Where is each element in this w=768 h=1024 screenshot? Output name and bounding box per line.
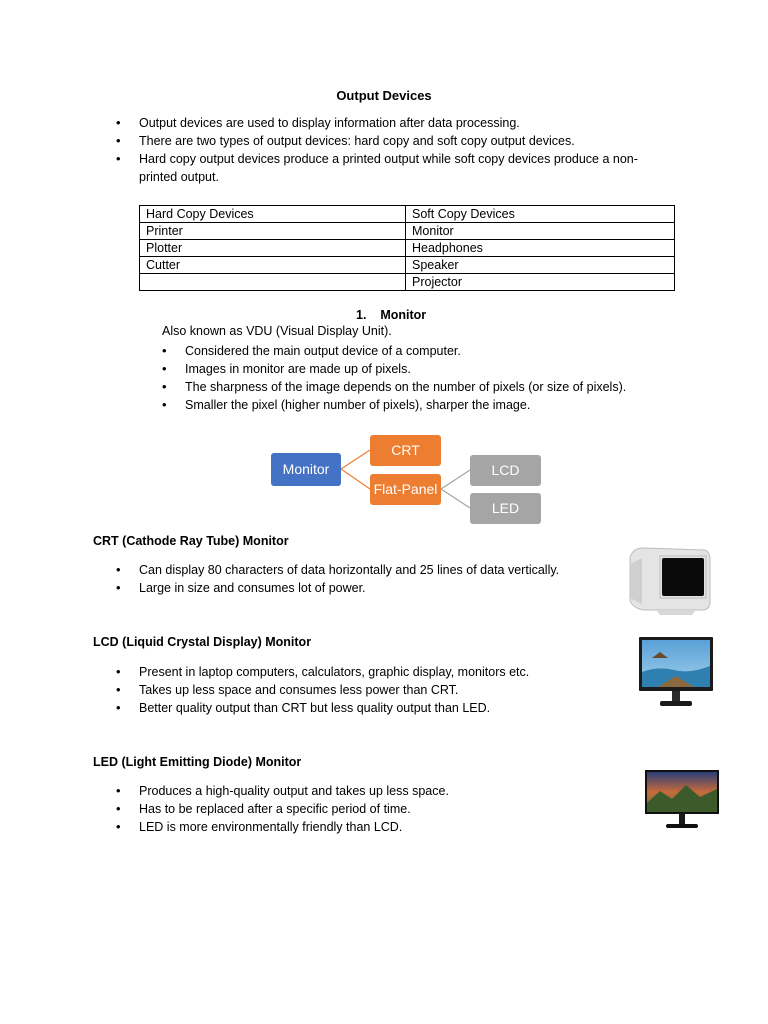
diagram-node-flat-panel: Flat-Panel <box>370 474 441 505</box>
list-item: • Better quality output than CRT but less quality output than LED. <box>139 699 619 717</box>
table-cell: Printer <box>140 223 406 240</box>
section-number: 1. <box>356 308 367 322</box>
table-cell: Cutter <box>140 257 406 274</box>
table-cell: Plotter <box>140 240 406 257</box>
diagram-node-monitor: Monitor <box>271 453 341 486</box>
list-item: • Can display 80 characters of data horizontally and 25 lines of data vertically. <box>139 561 619 579</box>
table-cell: Speaker <box>406 257 675 274</box>
table-header: Hard Copy Devices <box>140 206 406 223</box>
table-cell: Headphones <box>406 240 675 257</box>
list-item: • The sharpness of the image depends on the number of pixels (or size of pixels). <box>185 378 665 396</box>
crt-heading: CRT (Cathode Ray Tube) Monitor <box>93 534 289 548</box>
table-header: Soft Copy Devices <box>406 206 675 223</box>
list-item: • Produces a high-quality output and takes up less space. <box>139 782 619 800</box>
connector-line <box>341 450 370 469</box>
table-cell: Projector <box>406 274 675 291</box>
led-monitor-image <box>644 769 720 831</box>
list-item: • Takes up less space and consumes less power than CRT. <box>139 681 619 699</box>
lcd-heading: LCD (Liquid Crystal Display) Monitor <box>93 635 312 649</box>
section-title: Monitor <box>380 308 427 322</box>
list-item: • Hard copy output devices produce a printed output while soft copy devices produce a non-printed output. <box>139 150 674 186</box>
diagram-node-lcd: LCD <box>470 455 541 486</box>
connector-line <box>341 469 370 489</box>
list-item: • Smaller the pixel (higher number of pixels), sharper the image. <box>185 396 665 414</box>
diagram-node-crt: CRT <box>370 435 441 466</box>
page-title: Output Devices <box>336 88 432 103</box>
list-item: • There are two types of output devices: hard copy and soft copy output devices. <box>139 132 674 150</box>
led-heading: LED (Light Emitting Diode) Monitor <box>93 755 302 769</box>
list-item: • LED is more environmentally friendly than LCD. <box>139 818 619 836</box>
lcd-bullet-list <box>139 663 619 717</box>
list-item: • Large in size and consumes lot of power. <box>139 579 619 597</box>
list-item: • Present in laptop computers, calculators, graphic display, monitors etc. <box>139 663 619 681</box>
table-cell: Monitor <box>406 223 675 240</box>
crt-monitor-image <box>626 546 714 616</box>
diagram-node-led: LED <box>470 493 541 524</box>
connector-line <box>441 470 470 489</box>
monitor-aka: Also known as VDU (Visual Display Unit). <box>162 324 392 338</box>
list-item: • Output devices are used to display information after data processing. <box>139 114 674 132</box>
list-item: • Has to be replaced after a specific period of time. <box>139 800 619 818</box>
crt-bullet-list <box>139 561 619 597</box>
list-item: • Considered the main output device of a computer. <box>185 342 665 360</box>
connector-line <box>441 489 470 508</box>
led-bullet-list <box>139 782 619 836</box>
lcd-monitor-image <box>638 636 714 710</box>
list-item: • Images in monitor are made up of pixels. <box>185 360 665 378</box>
